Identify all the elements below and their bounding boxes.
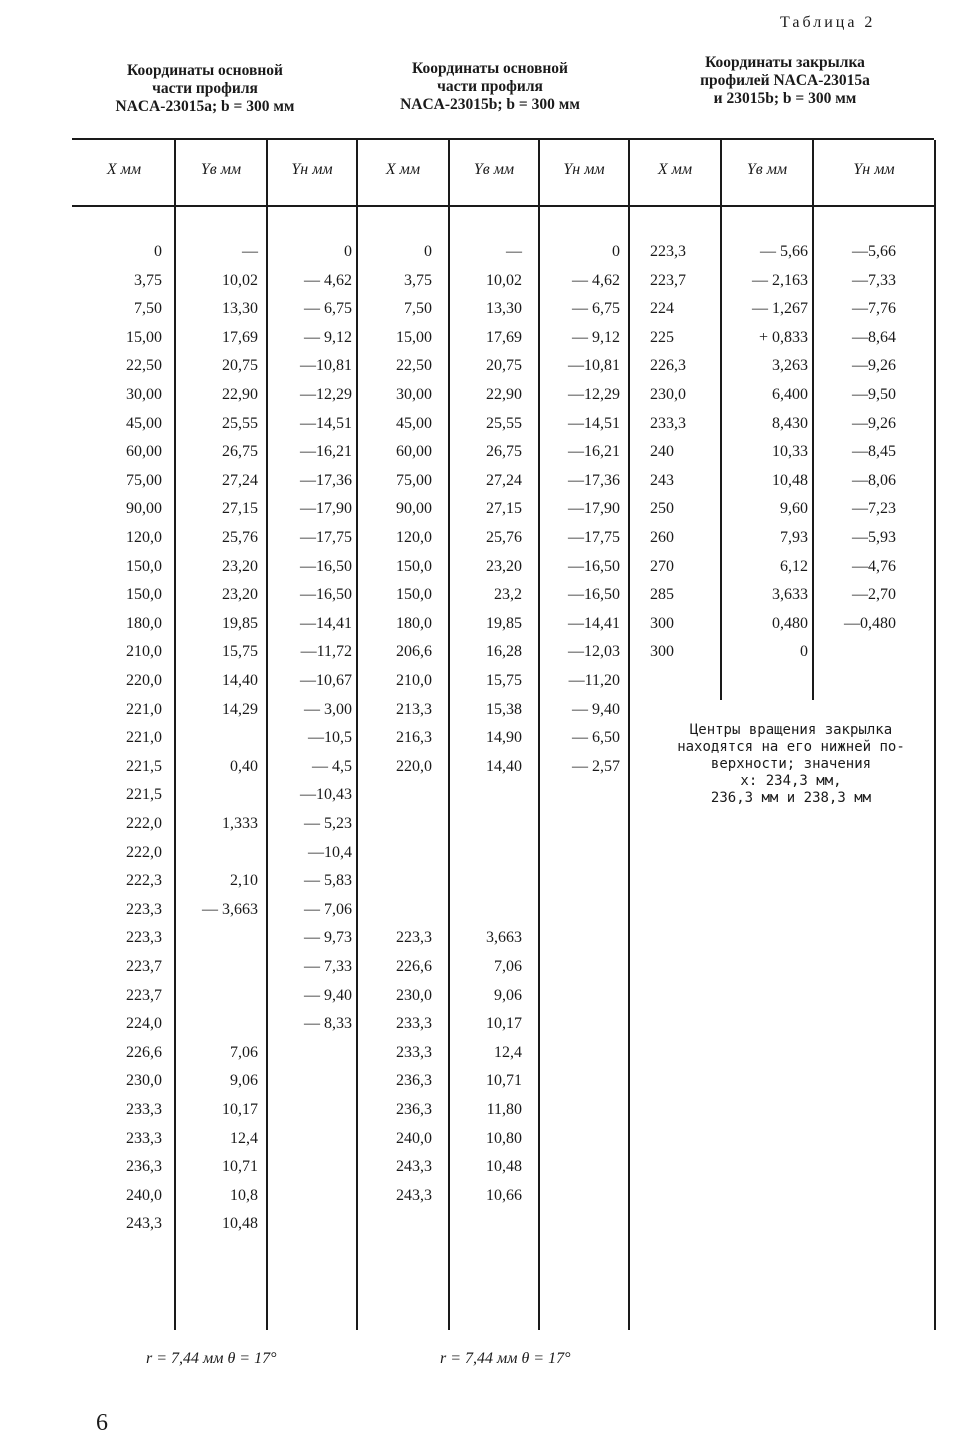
table-cell: 9,06 <box>230 1072 258 1089</box>
table-cell: 15,75 <box>222 643 258 660</box>
table-cell: 9,60 <box>780 500 808 517</box>
table-cell: —17,90 <box>568 500 620 517</box>
table-cell: 10,66 <box>486 1186 522 1204</box>
table-cell: 221,5 <box>126 757 162 775</box>
table-cell: 226,6 <box>396 958 432 975</box>
table-cell: — 9,40 <box>304 986 352 1004</box>
table-cell: — 6,75 <box>304 300 352 317</box>
table-cell: —12,29 <box>568 386 620 403</box>
table-cell: 224 <box>650 300 674 317</box>
table-cell: 7,50 <box>134 300 162 317</box>
table-cell: 27,15 <box>486 500 522 517</box>
table-cell: 0,480 <box>772 614 808 632</box>
table-cell: 75,00 <box>126 471 162 489</box>
table-cell: 233,3 <box>126 1101 162 1118</box>
table-cell: 0 <box>612 243 620 260</box>
page-number: 6 <box>96 1410 108 1436</box>
table-cell: — 1,267 <box>752 300 808 317</box>
table-cell: 23,20 <box>222 557 258 575</box>
table-cell: — 9,12 <box>304 328 352 346</box>
table-cell: 3,633 <box>772 586 808 603</box>
table-cell: 230,0 <box>396 986 432 1004</box>
table-cell: — <box>506 243 522 260</box>
table-cell: 226,3 <box>650 357 686 374</box>
table-cell: 7,93 <box>780 529 808 546</box>
table-cell: —7,33 <box>852 271 896 289</box>
table-label: Таблица 2 <box>780 14 876 31</box>
table-cell: 150,0 <box>126 586 162 603</box>
header-yn-b: Yн мм <box>563 161 605 178</box>
table-cell: 220,0 <box>396 757 432 775</box>
table-cell: 12,4 <box>230 1129 258 1147</box>
table-cell: —8,64 <box>852 328 896 346</box>
table-cell: 243,3 <box>126 1215 162 1232</box>
table-cell: 260 <box>650 529 674 546</box>
table-cell: —10,4 <box>308 843 352 861</box>
table-cell: 20,75 <box>222 357 258 374</box>
table-cell: 75,00 <box>396 471 432 489</box>
table-cell: — 5,23 <box>304 815 352 832</box>
table-cell: 150,0 <box>396 557 432 575</box>
table-cell: 23,2 <box>494 586 522 603</box>
table-cell: 25,76 <box>486 529 522 546</box>
table-cell: — 6,50 <box>572 729 620 746</box>
table-cell: 6,400 <box>772 386 808 403</box>
table-cell: —7,23 <box>852 500 896 517</box>
table-cell: 223,3 <box>396 929 432 946</box>
table-cell: 3,263 <box>772 357 808 374</box>
table-cell: 230,0 <box>650 386 686 403</box>
table-cell: 19,85 <box>222 614 258 632</box>
header-bottom-rule <box>72 205 934 207</box>
table-cell: 7,06 <box>494 958 522 975</box>
column-divider <box>628 140 630 1330</box>
table-cell: 27,15 <box>222 500 258 517</box>
table-cell: 213,3 <box>396 700 432 718</box>
table-cell: 19,85 <box>486 614 522 632</box>
table-cell: — 5,83 <box>304 872 352 889</box>
table-cell: — 7,33 <box>304 958 352 975</box>
table-cell: 10,48 <box>222 1215 258 1232</box>
table-cell: 15,00 <box>396 328 432 346</box>
table-cell: 13,30 <box>222 300 258 317</box>
table-cell: 225 <box>650 328 674 346</box>
table-cell: 90,00 <box>126 500 162 517</box>
table-cell: 10,02 <box>486 271 522 289</box>
table-cell: — 9,73 <box>304 929 352 946</box>
table-cell: 243,3 <box>396 1186 432 1204</box>
table-cell: 0 <box>424 243 432 260</box>
table-cell: 223,7 <box>126 958 162 975</box>
header-x-c: X мм <box>657 161 693 178</box>
table-cell: 233,3 <box>396 1015 432 1032</box>
table-cell: —8,45 <box>852 443 896 460</box>
table-cell: 223,3 <box>126 929 162 946</box>
caption-profile-b: Координаты основной части профиля NACA-23015b; b = 300 мм <box>400 60 580 113</box>
table-cell: — 3,663 <box>202 900 258 918</box>
table-cell: 3,75 <box>404 271 432 289</box>
table-cell: —9,50 <box>852 386 896 403</box>
table-cell: 120,0 <box>396 529 432 546</box>
rotation-centers-note: Центры вращения закрылка находятся на его нижней по- верхности; значения x: 234,3 мм, 236,3 мм и 238,3 мм <box>677 722 905 806</box>
table-cell: — 9,40 <box>572 700 620 718</box>
table-cell: 6,12 <box>780 557 808 575</box>
header-yv-c: Yв мм <box>746 161 788 178</box>
table-cell: 221,0 <box>126 700 162 718</box>
table-top-rule <box>72 138 934 140</box>
column-divider <box>356 140 358 1330</box>
table-cell: 3,663 <box>486 929 522 946</box>
table-cell: —9,26 <box>852 414 896 432</box>
table-cell: 12,4 <box>494 1043 522 1061</box>
table-cell: + 0,833 <box>758 328 808 346</box>
table-cell: —17,90 <box>300 500 352 517</box>
table-cell: —11,20 <box>568 672 620 689</box>
table-cell: 226,6 <box>126 1043 162 1061</box>
table-cell: — 7,06 <box>304 900 352 918</box>
footer-profile-a: r = 7,44 мм θ = 17° <box>146 1350 277 1367</box>
table-cell: 30,00 <box>126 386 162 403</box>
table-cell: 180,0 <box>126 614 162 632</box>
table-cell: 150,0 <box>126 557 162 575</box>
table-cell: 233,3 <box>126 1129 162 1147</box>
header-yn-a: Yн мм <box>291 161 333 178</box>
table-cell: 243,3 <box>396 1158 432 1175</box>
table-cell: 236,3 <box>126 1158 162 1175</box>
table-cell: —12,03 <box>568 643 620 660</box>
table-cell: 216,3 <box>396 729 432 746</box>
table-cell: 60,00 <box>396 443 432 460</box>
table-cell: 150,0 <box>396 586 432 603</box>
table-cell: 222,0 <box>126 815 162 832</box>
table-cell: 285 <box>650 586 674 603</box>
table-cell: —5,93 <box>852 529 896 546</box>
table-cell: 14,40 <box>222 672 258 689</box>
table-cell: —5,66 <box>852 243 896 260</box>
table-cell: 220,0 <box>126 672 162 689</box>
column-divider <box>812 140 814 700</box>
table-cell: 22,50 <box>126 357 162 374</box>
table-cell: 17,69 <box>486 328 522 346</box>
table-cell: 15,75 <box>486 672 522 689</box>
table-cell: 1,333 <box>222 815 258 832</box>
table-cell: —16,50 <box>300 557 352 575</box>
table-cell: 222,3 <box>126 872 162 889</box>
table-cell: —14,41 <box>568 614 620 632</box>
table-cell: 10,17 <box>222 1101 258 1118</box>
table-cell: 206,6 <box>396 643 432 660</box>
table-cell: —17,75 <box>568 529 620 546</box>
table-cell: —14,51 <box>300 414 352 432</box>
table-cell: 221,5 <box>126 786 162 803</box>
table-cell: 243 <box>650 471 674 489</box>
caption-profile-a: Координаты основной части профиля NACA-23015a; b = 300 мм <box>115 62 295 115</box>
table-cell: 250 <box>650 500 674 517</box>
table-cell: 27,24 <box>486 471 522 489</box>
table-cell: —17,75 <box>300 529 352 546</box>
table-cell: 25,76 <box>222 529 258 546</box>
table-cell: 15,00 <box>126 328 162 346</box>
table-cell: 240,0 <box>396 1129 432 1147</box>
table-cell: — 4,5 <box>312 757 352 775</box>
table-cell: —10,5 <box>308 729 352 746</box>
table-cell: 11,80 <box>486 1101 522 1118</box>
table-cell: 45,00 <box>396 414 432 432</box>
footer-profile-b: r = 7,44 мм θ = 17° <box>440 1350 571 1367</box>
table-cell: 16,28 <box>486 643 522 660</box>
column-divider <box>174 140 176 1330</box>
table-cell: 300 <box>650 614 674 632</box>
table-cell: 26,75 <box>486 443 522 460</box>
header-x-a: X мм <box>106 161 142 178</box>
table-cell: 25,55 <box>222 414 258 432</box>
table-cell: 180,0 <box>396 614 432 632</box>
table-cell: 23,20 <box>222 586 258 603</box>
table-cell: 90,00 <box>396 500 432 517</box>
table-cell: 300 <box>650 643 674 660</box>
table-cell: —12,29 <box>300 386 352 403</box>
table-cell: 22,50 <box>396 357 432 374</box>
table-cell: — <box>242 243 258 260</box>
table-cell: —16,21 <box>568 443 620 460</box>
table-cell: 8,430 <box>772 414 808 432</box>
table-cell: —14,41 <box>300 614 352 632</box>
table-cell: 223,3 <box>650 243 686 260</box>
table-cell: 223,7 <box>650 271 686 289</box>
table-cell: 236,3 <box>396 1101 432 1118</box>
table-cell: — 5,66 <box>760 243 808 260</box>
table-cell: 60,00 <box>126 443 162 460</box>
header-yv-b: Yв мм <box>473 161 515 178</box>
table-cell: 2,10 <box>230 872 258 889</box>
column-divider <box>720 140 722 700</box>
table-cell: —9,26 <box>852 357 896 374</box>
table-cell: 14,40 <box>486 757 522 775</box>
table-cell: 10,80 <box>486 1129 522 1147</box>
table-cell: —10,81 <box>568 357 620 374</box>
table-cell: 10,17 <box>486 1015 522 1032</box>
table-cell: 23,20 <box>486 557 522 575</box>
table-cell: — 4,62 <box>304 271 352 289</box>
table-cell: 240 <box>650 443 674 460</box>
table-cell: 17,69 <box>222 328 258 346</box>
table-cell: — 2,163 <box>752 271 808 289</box>
table-cell: 10,48 <box>486 1158 522 1175</box>
header-yv-a: Yв мм <box>200 161 242 178</box>
table-cell: 221,0 <box>126 729 162 746</box>
table-cell: 233,3 <box>650 414 686 432</box>
table-cell: —14,51 <box>568 414 620 432</box>
table-cell: 22,90 <box>222 386 258 403</box>
table-cell: —16,21 <box>300 443 352 460</box>
table-cell: 120,0 <box>126 529 162 546</box>
table-cell: 7,06 <box>230 1043 258 1061</box>
table-cell: 30,00 <box>396 386 432 403</box>
table-cell: —17,36 <box>568 471 620 489</box>
table-cell: —10,67 <box>300 672 352 689</box>
table-cell: 14,29 <box>222 700 258 718</box>
column-divider <box>538 140 540 1330</box>
table-cell: 224,0 <box>126 1015 162 1032</box>
table-cell: 9,06 <box>494 986 522 1004</box>
caption-flap: Координаты закрылка профилей NACA-23015a и 23015b; b = 300 мм <box>700 54 870 107</box>
table-cell: —11,72 <box>300 643 352 660</box>
table-cell: — 3,00 <box>304 700 352 718</box>
table-cell: — 9,12 <box>572 328 620 346</box>
table-cell: 210,0 <box>126 643 162 660</box>
table-cell: 45,00 <box>126 414 162 432</box>
table-cell: 13,30 <box>486 300 522 317</box>
table-cell: 3,75 <box>134 271 162 289</box>
table-cell: 10,8 <box>230 1186 258 1204</box>
table-cell: 26,75 <box>222 443 258 460</box>
table-cell: 20,75 <box>486 357 522 374</box>
table-cell: 222,0 <box>126 843 162 861</box>
table-cell: — 2,57 <box>572 757 620 775</box>
table-cell: 10,71 <box>486 1072 522 1089</box>
table-cell: —16,50 <box>300 586 352 603</box>
table-cell: 230,0 <box>126 1072 162 1089</box>
table-cell: 223,3 <box>126 900 162 918</box>
table-cell: 15,38 <box>486 700 522 718</box>
table-cell: — 6,75 <box>572 300 620 317</box>
table-cell: 240,0 <box>126 1186 162 1204</box>
table-cell: 0 <box>800 643 808 660</box>
table-cell: 0,40 <box>230 757 258 775</box>
table-cell: 233,3 <box>396 1043 432 1061</box>
table-cell: 10,71 <box>222 1158 258 1175</box>
table-cell: 27,24 <box>222 471 258 489</box>
table-cell: 22,90 <box>486 386 522 403</box>
table-cell: — 4,62 <box>572 271 620 289</box>
table-cell: 236,3 <box>396 1072 432 1089</box>
table-cell: —2,70 <box>852 586 896 603</box>
table-cell: —17,36 <box>300 471 352 489</box>
table-cell: 25,55 <box>486 414 522 432</box>
header-yn-c: Yн мм <box>853 161 895 178</box>
table-cell: —16,50 <box>568 586 620 603</box>
table-cell: 0 <box>344 243 352 260</box>
table-cell: 10,02 <box>222 271 258 289</box>
table-cell: — 8,33 <box>304 1015 352 1032</box>
table-cell: —10,81 <box>300 357 352 374</box>
table-cell: 0 <box>154 243 162 260</box>
table-cell: —16,50 <box>568 557 620 575</box>
table-cell: 7,50 <box>404 300 432 317</box>
table-cell: —10,43 <box>300 786 352 803</box>
header-x-b: X мм <box>385 161 421 178</box>
table-cell: 223,7 <box>126 986 162 1004</box>
column-divider <box>266 140 268 1330</box>
table-cell: —8,06 <box>852 471 896 489</box>
table-cell: 270 <box>650 557 674 575</box>
table-cell: —0,480 <box>844 614 896 632</box>
table-cell: 14,90 <box>486 729 522 746</box>
table-cell: 210,0 <box>396 672 432 689</box>
table-cell: —4,76 <box>852 557 896 575</box>
table-cell: 10,33 <box>772 443 808 460</box>
table-cell: —7,76 <box>852 300 896 317</box>
table-cell: 10,48 <box>772 471 808 489</box>
